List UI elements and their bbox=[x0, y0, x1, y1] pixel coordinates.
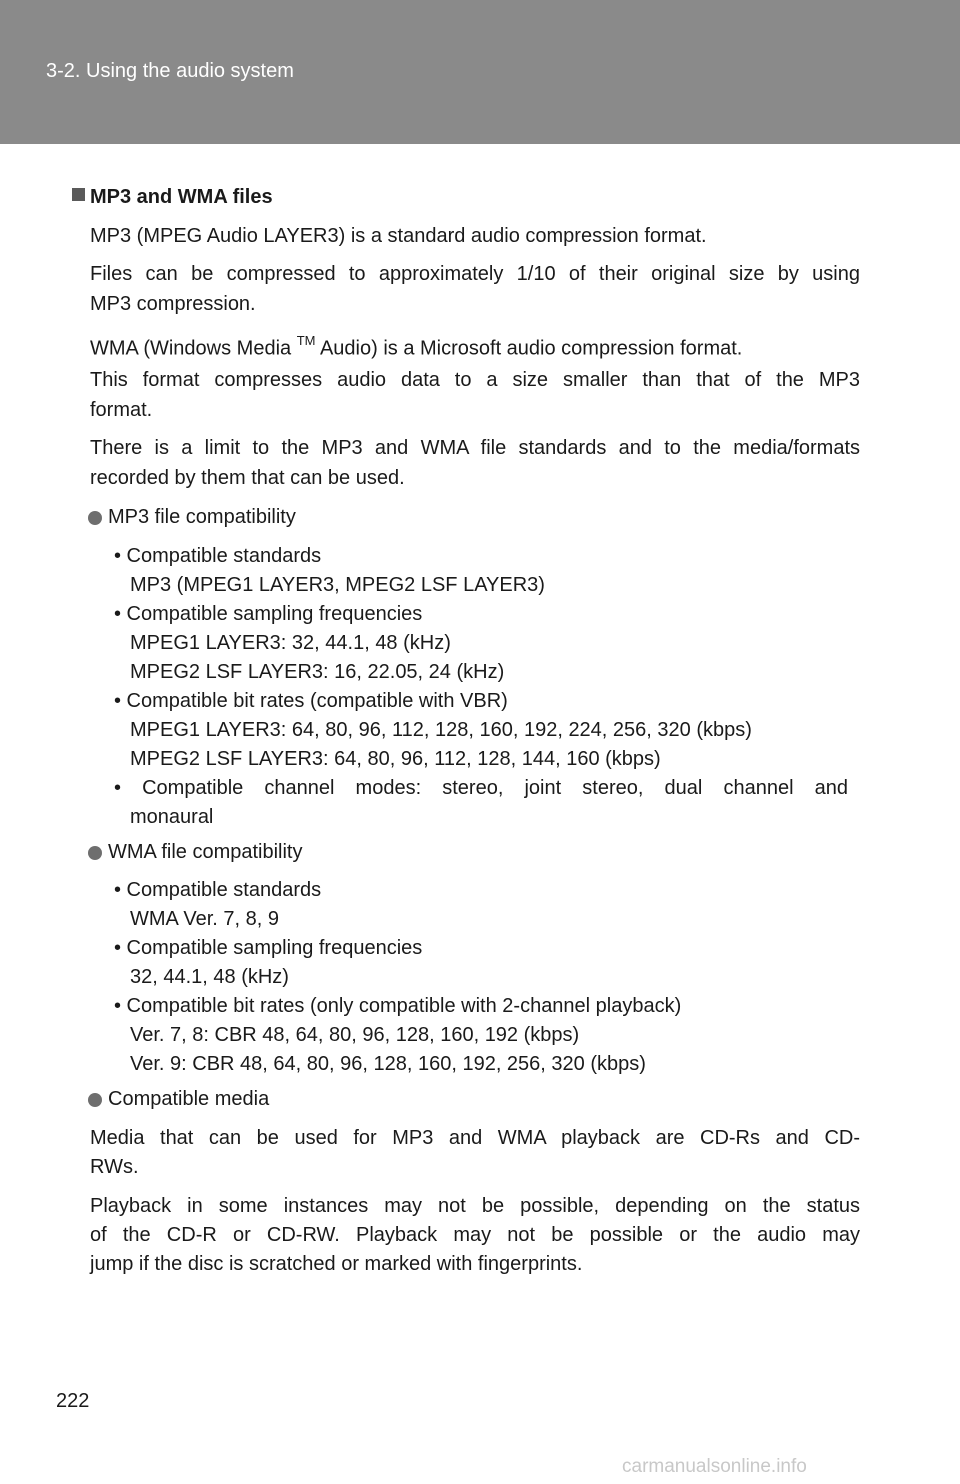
list-item: • Compatible bit rates (compatible with VBR) bbox=[114, 690, 508, 712]
list-item-value: MPEG1 LAYER3: 32, 44.1, 48 (kHz) bbox=[130, 632, 451, 654]
paragraph-text: Audio) is a Microsoft audio compression format. bbox=[315, 337, 743, 360]
list-item-value: WMA Ver. 7, 8, 9 bbox=[130, 908, 279, 930]
subsection-title: Compatible media bbox=[108, 1088, 270, 1110]
list-item: • Compatible standards bbox=[114, 545, 322, 567]
paragraph: of the CD-R or CD-RW. Playback may not be possible or the audio may bbox=[90, 1224, 860, 1246]
section-heading: MP3 and WMA files bbox=[90, 186, 273, 208]
paragraph: format. bbox=[90, 399, 153, 421]
list-item-value: MP3 (MPEG1 LAYER3, MPEG2 LSF LAYER3) bbox=[130, 574, 545, 596]
square-bullet-icon bbox=[72, 188, 85, 201]
paragraph-text: WMA (Windows Media bbox=[90, 337, 297, 360]
section-breadcrumb: 3-2. Using the audio system bbox=[46, 60, 294, 82]
list-item-value: MPEG2 LSF LAYER3: 64, 80, 96, 112, 128, 144, 160 (kbps) bbox=[130, 748, 661, 770]
subsection-title: MP3 file compatibility bbox=[108, 506, 296, 528]
paragraph: Media that can be used for MP3 and WMA playback are CD-Rs and CD- bbox=[90, 1127, 860, 1149]
list-item-value: 32, 44.1, 48 (kHz) bbox=[130, 966, 289, 988]
list-item-value: Ver. 7, 8: CBR 48, 64, 80, 96, 128, 160, 192 (kbps) bbox=[130, 1024, 580, 1046]
paragraph: There is a limit to the MP3 and WMA file standards and to the media/formats bbox=[90, 437, 860, 459]
paragraph: Playback in some instances may not be possible, depending on the status bbox=[90, 1195, 860, 1217]
trademark-symbol: TM bbox=[296, 333, 316, 348]
list-item-value: MPEG2 LSF LAYER3: 16, 22.05, 24 (kHz) bbox=[130, 661, 505, 683]
list-item: • Compatible bit rates (only compatible with 2-channel playback) bbox=[114, 995, 682, 1017]
paragraph bbox=[90, 328, 742, 364]
circle-bullet-icon bbox=[88, 1093, 102, 1107]
paragraph: This format compresses audio data to a size smaller than that of the MP3 bbox=[90, 369, 860, 391]
paragraph: RWs. bbox=[90, 1156, 139, 1178]
list-item-value: MPEG1 LAYER3: 64, 80, 96, 112, 128, 160, 192, 224, 256, 320 (kbps) bbox=[130, 719, 752, 741]
paragraph: Files can be compressed to approximately 1/10 of their original size by using bbox=[90, 263, 860, 285]
paragraph: MP3 (MPEG Audio LAYER3) is a standard audio compression format. bbox=[90, 225, 707, 247]
list-item: • Compatible sampling frequencies bbox=[114, 603, 423, 625]
list-item-value: monaural bbox=[130, 806, 214, 828]
circle-bullet-icon bbox=[88, 511, 102, 525]
subsection-title: WMA file compatibility bbox=[108, 841, 303, 863]
page-number: 222 bbox=[56, 1390, 90, 1412]
paragraph: jump if the disc is scratched or marked with fingerprints. bbox=[90, 1253, 583, 1275]
list-item: • Compatible standards bbox=[114, 879, 322, 901]
list-item-value: Ver. 9: CBR 48, 64, 80, 96, 128, 160, 192, 256, 320 (kbps) bbox=[130, 1053, 646, 1075]
header-band bbox=[0, 0, 960, 144]
paragraph: MP3 compression. bbox=[90, 293, 256, 315]
list-item: • Compatible sampling frequencies bbox=[114, 937, 423, 959]
paragraph: recorded by them that can be used. bbox=[90, 467, 405, 489]
list-item: • Compatible channel modes: stereo, joint stereo, dual channel and bbox=[114, 777, 848, 799]
circle-bullet-icon bbox=[88, 846, 102, 860]
watermark: carmanualsonline.info bbox=[622, 1456, 807, 1477]
